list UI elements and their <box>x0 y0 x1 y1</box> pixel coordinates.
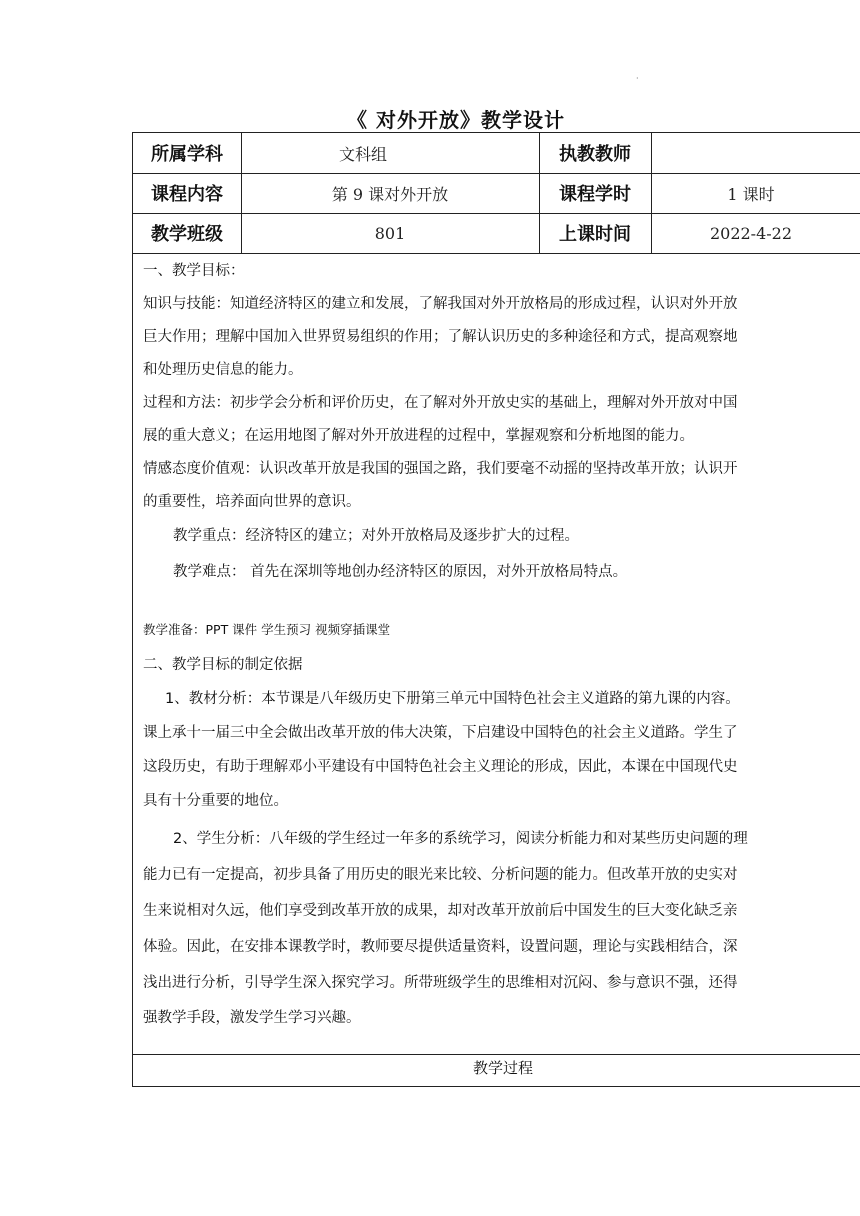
info-header <box>133 133 860 253</box>
time-value: 2022-4-22 <box>709 223 793 243</box>
hours-value: 1 课时 <box>727 184 775 204</box>
paragraph-line: 的重要性，培养面向世界的意识。 <box>143 494 361 510</box>
content-value: 第 9 课对外开放 <box>331 184 449 204</box>
paragraph-line: 知识与技能：知道经济特区的建立和发展，了解我国对外开放格局的形成过程，认识对外开放 <box>143 296 738 312</box>
paragraph-line: 强教学手段，激发学生学习兴趣。 <box>143 1010 361 1026</box>
paragraph-line: 体验。因此，在安排本课教学时，教师要尽提供适量资料，设置问题，理论与实践相结合，深 <box>143 939 738 955</box>
page-mark: · <box>636 74 639 83</box>
paragraph-line: 这段历史，有助于理解邓小平建设有中国特色社会主义理论的形成，因此，本课在中国现代史 <box>143 759 738 775</box>
paragraph-line: 生来说相对久远，他们享受到改革开放的成果，却对改革开放前后中国发生的巨大变化缺乏亲 <box>143 903 738 919</box>
subject-label: 所属学科 <box>151 144 223 165</box>
paragraph-line: 过程和方法：初步学会分析和评价历史，在了解对外开放史实的基础上，理解对外开放对中国 <box>143 395 738 411</box>
process-heading: 教学过程 <box>472 1059 533 1077</box>
section-heading: 二、教学目标的制定依据 <box>143 657 303 673</box>
paragraph-line: 浅出进行分析，引导学生深入探究学习。所带班级学生的思维相对沉闷、参与意识不强，还得 <box>143 975 738 991</box>
time-label: 上课时间 <box>559 224 631 245</box>
paragraph-line: 2、学生分析：八年级的学生经过一年多的系统学习，阅读分析能力和对某些历史问题的理 <box>173 831 748 847</box>
preparation-line: 教学准备：PPT 课件 学生预习 视频穿插课堂 <box>143 622 391 637</box>
paragraph-line: 情感态度价值观：认识改革开放是我国的强国之路，我们要毫不动摇的坚持改革开放；认识开 <box>143 461 738 477</box>
difficult-points: 教学难点： 首先在深圳等地创办经济特区的原因，对外开放格局特点。 <box>173 564 628 580</box>
teacher-value <box>651 133 860 173</box>
document-title: 《 对外开放》教学设计 <box>347 108 565 132</box>
divider <box>133 1054 860 1055</box>
class-value: 801 <box>374 223 406 243</box>
paragraph-line: 展的重大意义；在运用地图了解对外开放进程的过程中，掌握观察和分析地图的能力。 <box>143 428 694 444</box>
lesson-plan-table <box>132 132 860 1087</box>
class-label: 教学班级 <box>151 224 223 245</box>
section-heading: 一、教学目标： <box>143 263 245 279</box>
key-points: 教学重点：经济特区的建立；对外开放格局及逐步扩大的过程。 <box>173 528 579 544</box>
teacher-label: 执教教师 <box>559 144 631 165</box>
paragraph-line: 能力已有一定提高，初步具备了用历史的眼光来比较、分析问题的能力。但改革开放的史实对 <box>143 867 738 883</box>
paragraph-line: 课上承十一届三中全会做出改革开放的伟大决策，下启建设中国特色的社会主义道路。学生了 <box>143 725 738 741</box>
paragraph-line: 和处理历史信息的能力。 <box>143 362 303 378</box>
paragraph-line: 巨大作用；理解中国加入世界贸易组织的作用；了解认识历史的多种途径和方式，提高观察地 <box>143 329 738 345</box>
hours-label: 课程学时 <box>559 184 631 205</box>
subject-value: 文科组 <box>339 144 388 164</box>
content-label: 课程内容 <box>151 184 223 205</box>
paragraph-line: 具有十分重要的地位。 <box>143 793 288 809</box>
paragraph-line: 1、教材分析：本节课是八年级历史下册第三单元中国特色社会主义道路的第九课的内容。 <box>165 691 740 707</box>
